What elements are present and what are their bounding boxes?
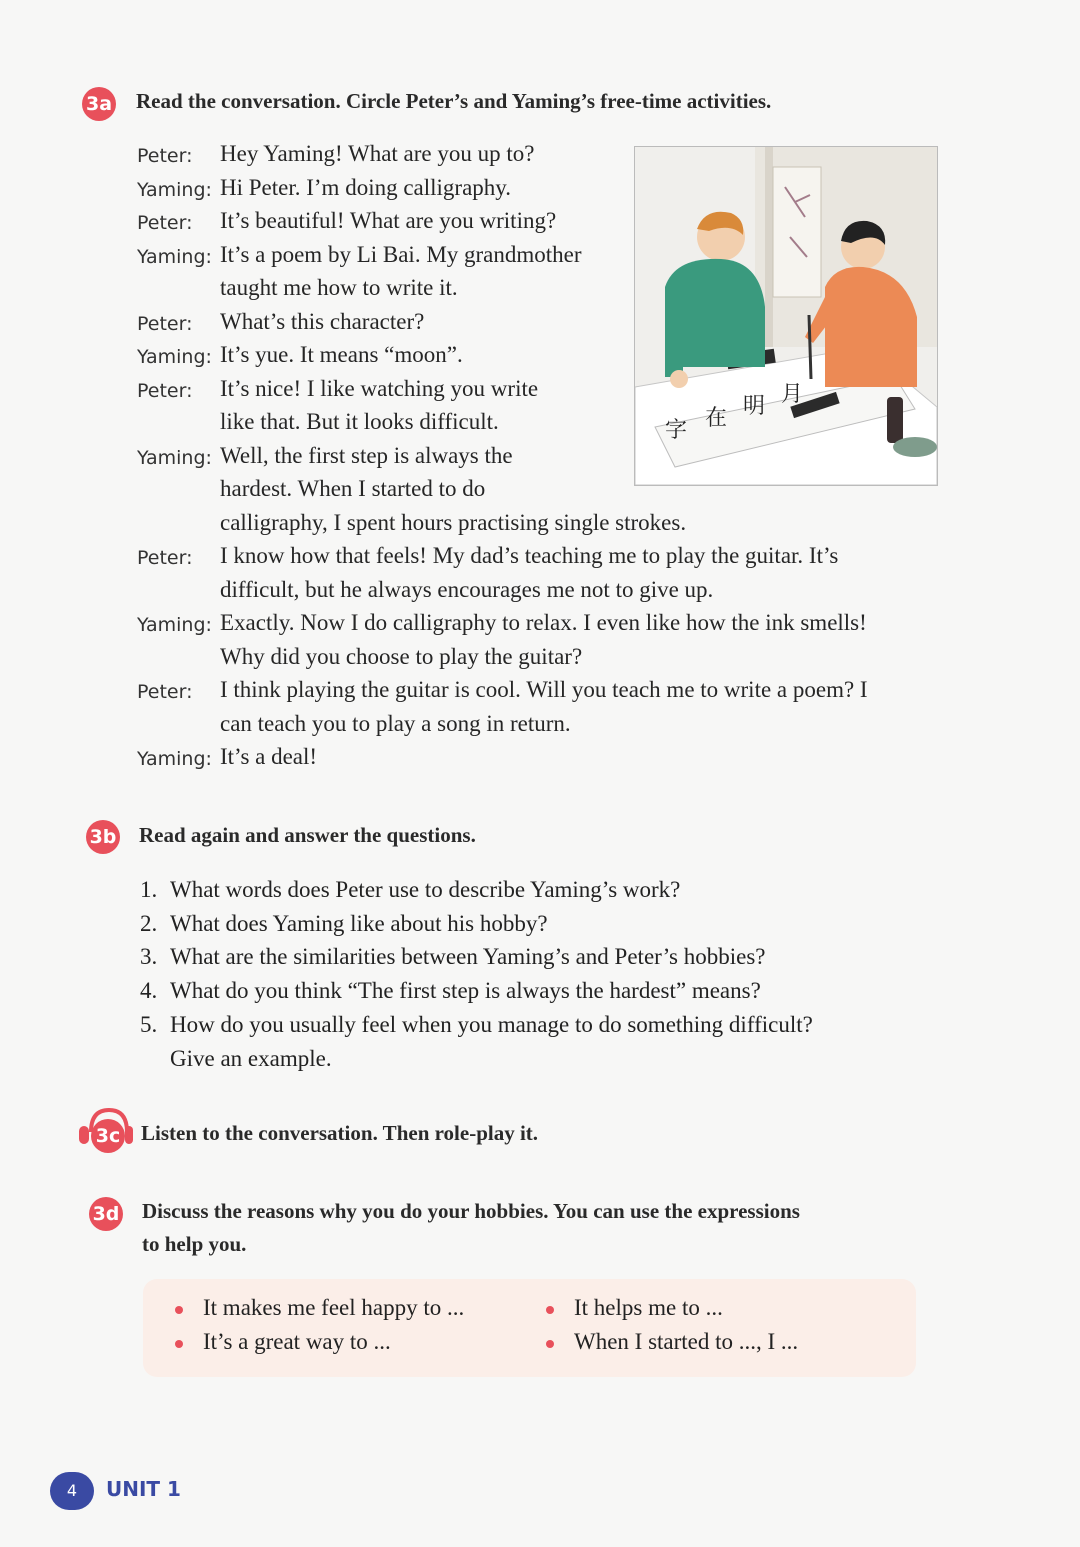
speaker-label: Yaming: [137,178,212,201]
question-text: How do you usually feel when you manage to do something difficult? [170,1011,813,1037]
expressions-box [143,1279,916,1377]
dialogue-line: calligraphy, I spent hours practising single strokes. [220,509,687,535]
dialogue-line: like that. But it looks difficult. [220,409,499,434]
bullet-icon [175,1340,183,1348]
question-text: What do you think “The first step is always the hardest” means? [170,978,761,1004]
section-badge-3b: 3b [86,820,120,854]
speaker-label: Yaming: [137,614,212,636]
section-badge-3c: 3c [95,1125,121,1147]
svg-text:明: 明 [743,394,766,419]
dialogue-line: It’s nice! I like watching you write [220,375,539,401]
speaker-label: Yaming: [137,446,212,469]
dialogue-line: Exactly. Now I do calligraphy to relax. I even like how the ink smells! [220,610,867,635]
dialogue-line: It’s yue. It means “moon”. [220,342,463,367]
speaker-label: Yaming: [137,748,212,770]
svg-text:月: 月 [781,382,804,407]
speaker-label: Peter: [137,145,193,167]
expression-item: It helps me to ... [574,1295,723,1320]
dialogue-line: I think playing the guitar is cool. Will you teach me to write a poem? I [220,677,868,702]
calligraphy-illustration [634,146,938,486]
page-number: 4 [50,1472,94,1510]
dialogue-line: Hey Yaming! What are you up to? [220,141,535,166]
svg-text:字: 字 [665,418,688,443]
question-text: What does Yaming like about his hobby? [170,910,548,936]
question-text: What are the similarities between Yaming’s and Peter’s hobbies? [170,944,766,970]
question-text: What words does Peter use to describe Yaming’s work? [170,877,681,902]
section-badge-3d: 3d [89,1197,123,1231]
section-3d-instruction-line-2: to help you. [142,1232,247,1256]
speaker-label: Peter: [137,681,193,703]
speaker-label: Peter: [137,379,193,402]
dialogue-line: taught me how to write it. [220,275,458,300]
question-number: 1. [140,877,158,902]
speaker-label: Yaming: [137,346,212,368]
question-number: 2. [140,910,158,936]
dialogue-line: difficult, but he always encourages me not to give up. [220,576,714,602]
dialogue-line: can teach you to play a song in return. [220,710,571,736]
section-3b-instruction: Read again and answer the questions. [139,823,476,847]
dialogue-line: It’s a poem by Li Bai. My grandmother [220,241,582,267]
svg-text:在: 在 [705,406,728,431]
expression-item: When I started to ..., I ... [574,1329,799,1354]
dialogue-line: It’s a deal! [220,744,318,769]
speaker-label: Peter: [137,312,193,335]
section-badge-3a: 3a [82,87,116,121]
speaker-label: Peter: [137,547,193,569]
dialogue-line: Hi Peter. I’m doing calligraphy. [220,174,512,200]
speaker-label: Peter: [137,212,193,234]
question-number: 5. [140,1011,158,1037]
bullet-icon [546,1306,554,1314]
dialogue-line: It’s beautiful! What are you writing? [220,208,557,233]
speaker-label: Yaming: [137,245,212,268]
dialogue-line: What’s this character? [220,308,425,334]
bullet-icon [175,1306,183,1314]
dialogue-line: I know how that feels! My dad’s teaching me to play the guitar. It’s [220,543,839,568]
expression-item: It’s a great way to ... [203,1329,391,1354]
question-number: 4. [140,978,158,1004]
question-number: 3. [140,944,158,970]
question-text: Give an example. [170,1045,332,1071]
expression-item: It makes me feel happy to ... [203,1295,465,1320]
section-3d-instruction-line-1: Discuss the reasons why you do your hobbies. You can use the expressions [142,1199,800,1223]
dialogue-line: Why did you choose to play the guitar? [220,643,583,669]
bullet-icon [546,1340,554,1348]
section-3a-instruction: Read the conversation. Circle Peter’s and Yaming’s free-time activities. [136,89,772,113]
dialogue-line: Well, the first step is always the [220,442,513,468]
unit-label: UNIT 1 [106,1477,181,1501]
dialogue-line: hardest. When I started to do [220,476,486,501]
section-3c-instruction: Listen to the conversation. Then role-play it. [141,1121,539,1145]
